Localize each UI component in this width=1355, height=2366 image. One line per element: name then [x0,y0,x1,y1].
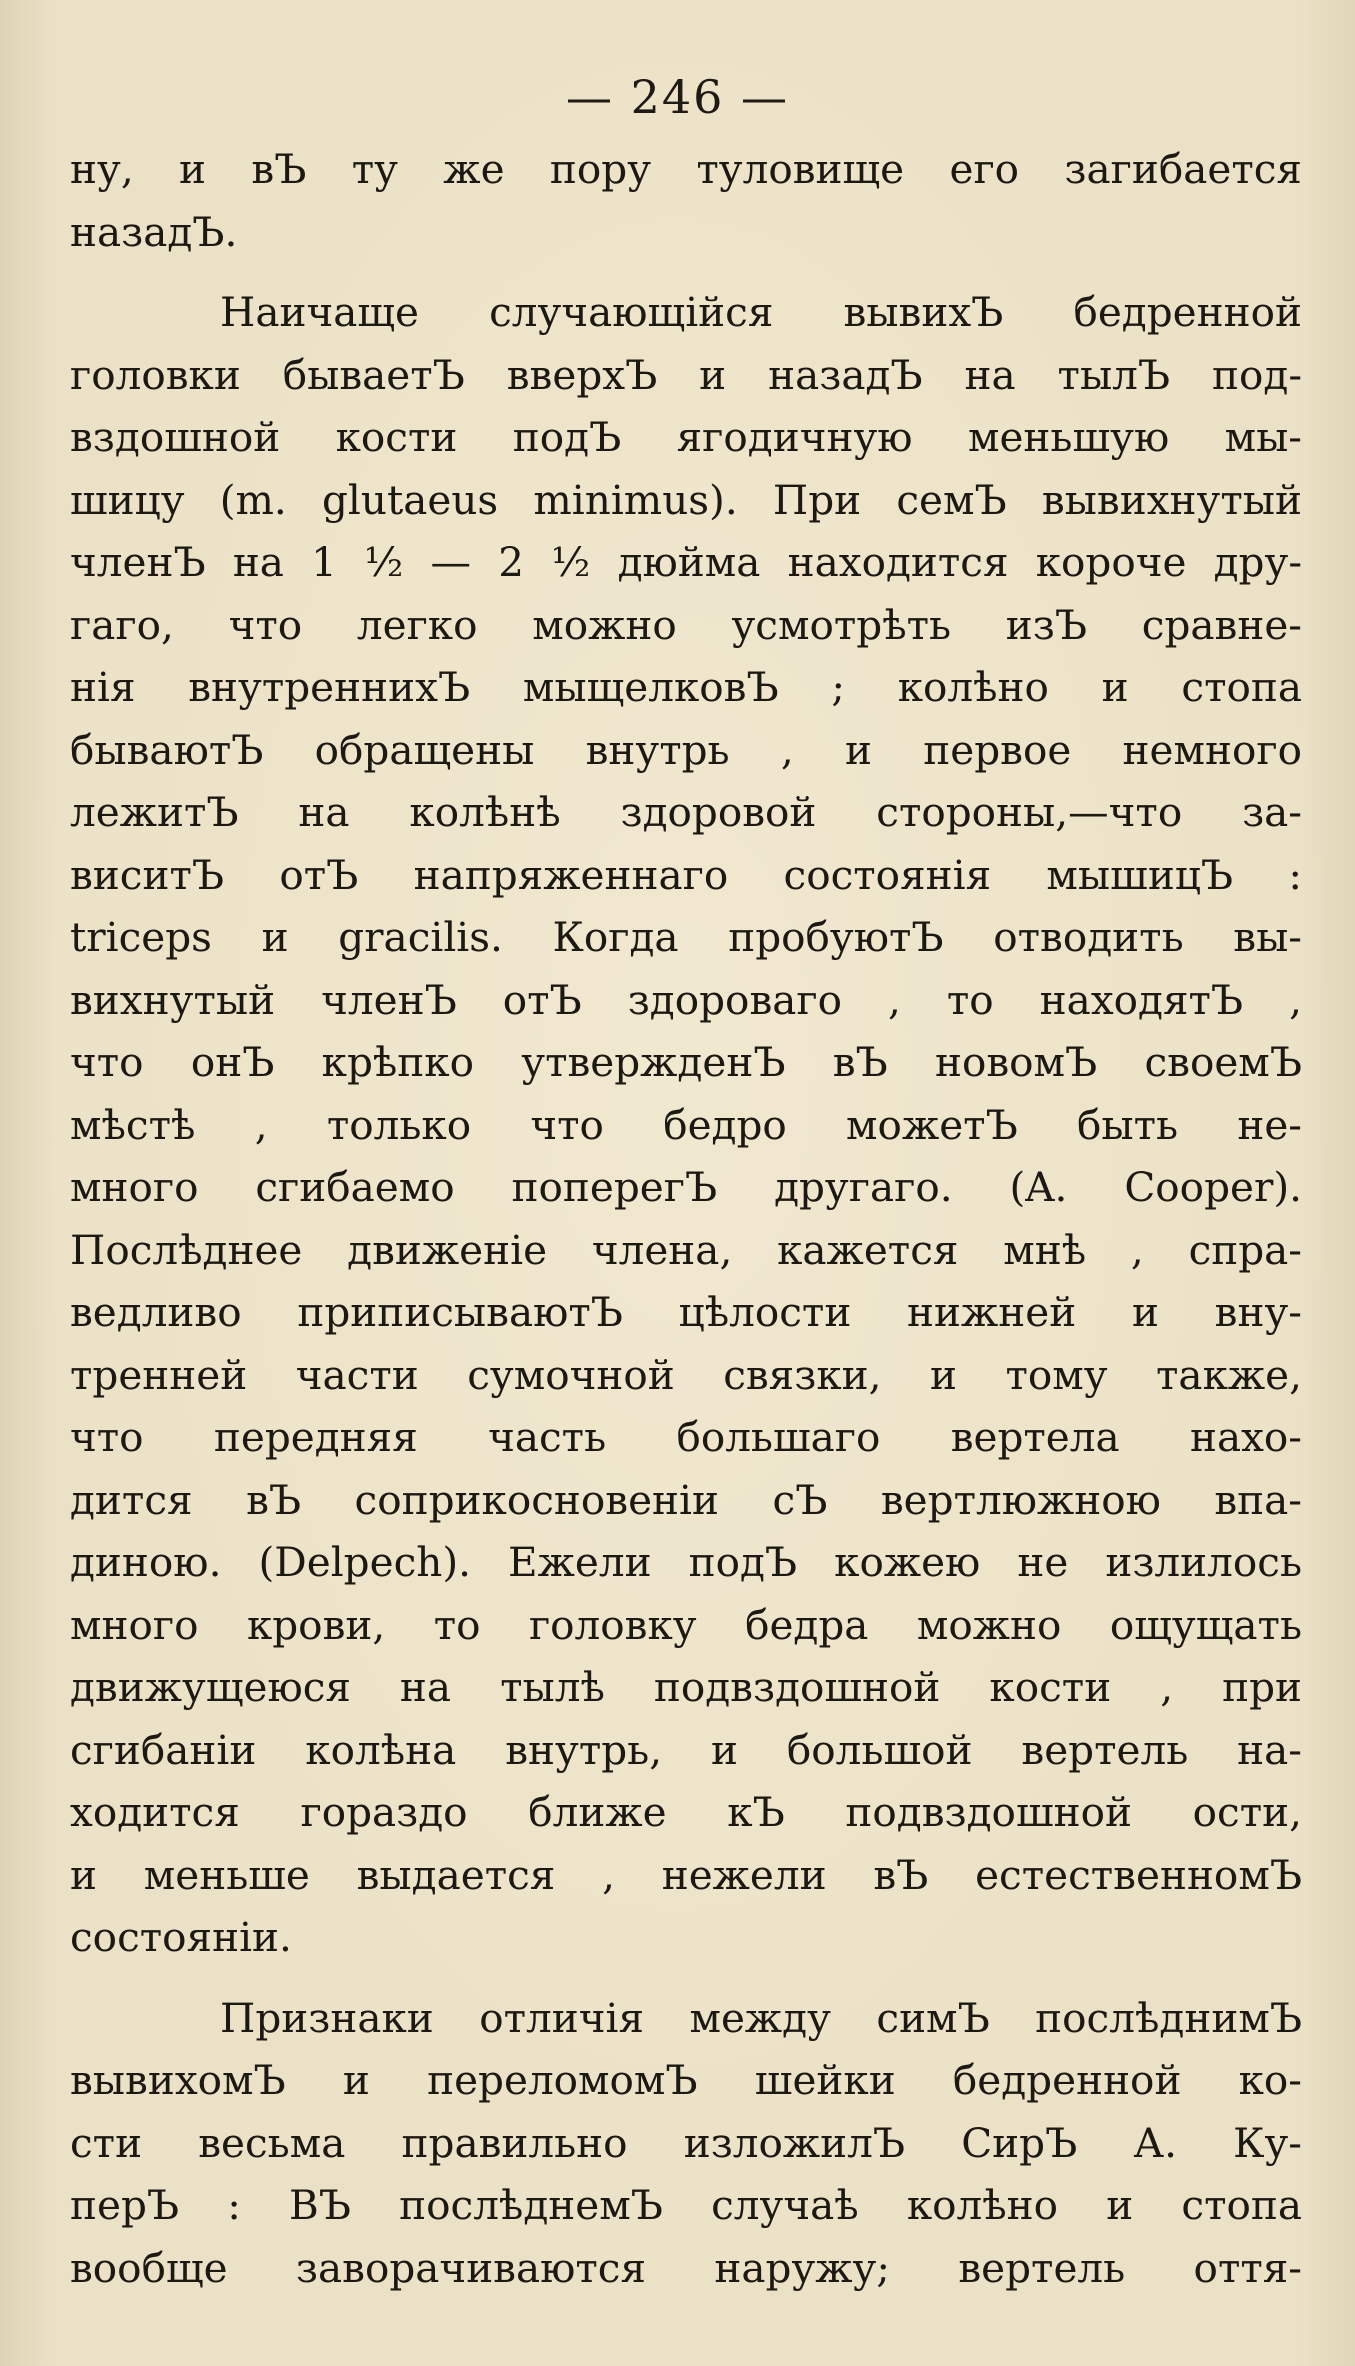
text-line: Наичаще случающійся вывихЪ бедренной [220,288,1302,336]
text-line: членЪ на 1 ½ — 2 ½ дюйма находится короче дру- [70,538,1302,586]
text-line: лежитЪ на колѣнѣ здоровой стороны,—что за- [70,788,1302,836]
text-line: triceps и gracilis. Когда пробуютЪ отводить вы- [70,913,1302,961]
text-line: много крови, то головку бедра можно ощущать [70,1600,1302,1649]
text-line: состояніи. [70,1913,292,1961]
text-line: вздошной кости подЪ ягодичную меньшую мы- [70,413,1302,461]
text-line: шицу (m. glutaeus minimus). При семЪ вывихнутый [70,475,1302,524]
text-line: сгибаніи колѣна внутрь, и большой вертель на- [70,1725,1302,1774]
text-line: виситЪ отЪ напряженнаго состоянія мышицЪ : [70,850,1302,899]
text-line: вывихомЪ и переломомЪ шейки бедренной ко- [70,2056,1302,2104]
text-line: много сгибаемо поперегЪ другаго. (A. Cooper). [70,1163,1302,1211]
text-line: Послѣднее движеніе члена, кажется мнѣ , спра- [70,1225,1302,1274]
paragraph-1 [70,138,1302,263]
paragraph-3 [70,1987,1302,2300]
paragraph-2 [70,281,1302,1969]
body-text [70,138,1302,2299]
text-line: мѣстѣ , только что бедро можетЪ быть не- [70,1100,1302,1149]
text-line: тренней части сумочной связки, и тому также, [70,1350,1302,1399]
text-line: ну, и вЪ ту же пору туловище его загибается [70,145,1302,193]
text-line: головки бываетЪ вверхЪ и назадЪ на тылЪ под- [70,350,1302,399]
text-line: вихнутый членЪ отЪ здороваго , то находятЪ , [70,975,1302,1024]
text-line: дится вЪ соприкосновеніи сЪ вертлюжною впа- [70,1475,1302,1524]
text-line: нія внутреннихЪ мыщелковЪ ; колѣно и стопа [70,663,1302,711]
text-line: гаго, что легко можно усмотрѣть изЪ сравне- [70,600,1302,649]
text-line: сти весьма правильно изложилЪ СирЪ А. Ку- [70,2118,1302,2167]
text-line: ходится гораздо ближе кЪ подвздошной ости, [70,1788,1302,1836]
text-line: диною. (Delpech). Ежели подЪ кожею не излилось [70,1538,1302,1586]
text-line: назадЪ. [70,207,238,256]
page-number: — 246 — [565,70,790,124]
text-line: перЪ : ВЪ послѣднемЪ случаѣ колѣно и стопа [70,2181,1302,2229]
text-line: что передняя часть большаго вертела нахо- [70,1413,1302,1461]
text-line: Признаки отличія между симЪ послѣднимЪ [220,1993,1302,2042]
text-line: что онЪ крѣпко утвержденЪ вЪ новомЪ своемЪ [70,1038,1302,1086]
text-line: ведливо приписываютЪ цѣлости нижней и вну- [70,1288,1302,1336]
text-line: и меньше выдается , нежели вЪ естественномЪ [70,1850,1302,1899]
text-line: движущеюся на тылѣ подвздошной кости , при [70,1663,1302,1711]
text-line: бываютЪ обращены внутрь , и первое немного [70,725,1302,774]
text-line: вообще заворачиваются наружу; вертель оття- [70,2243,1302,2292]
